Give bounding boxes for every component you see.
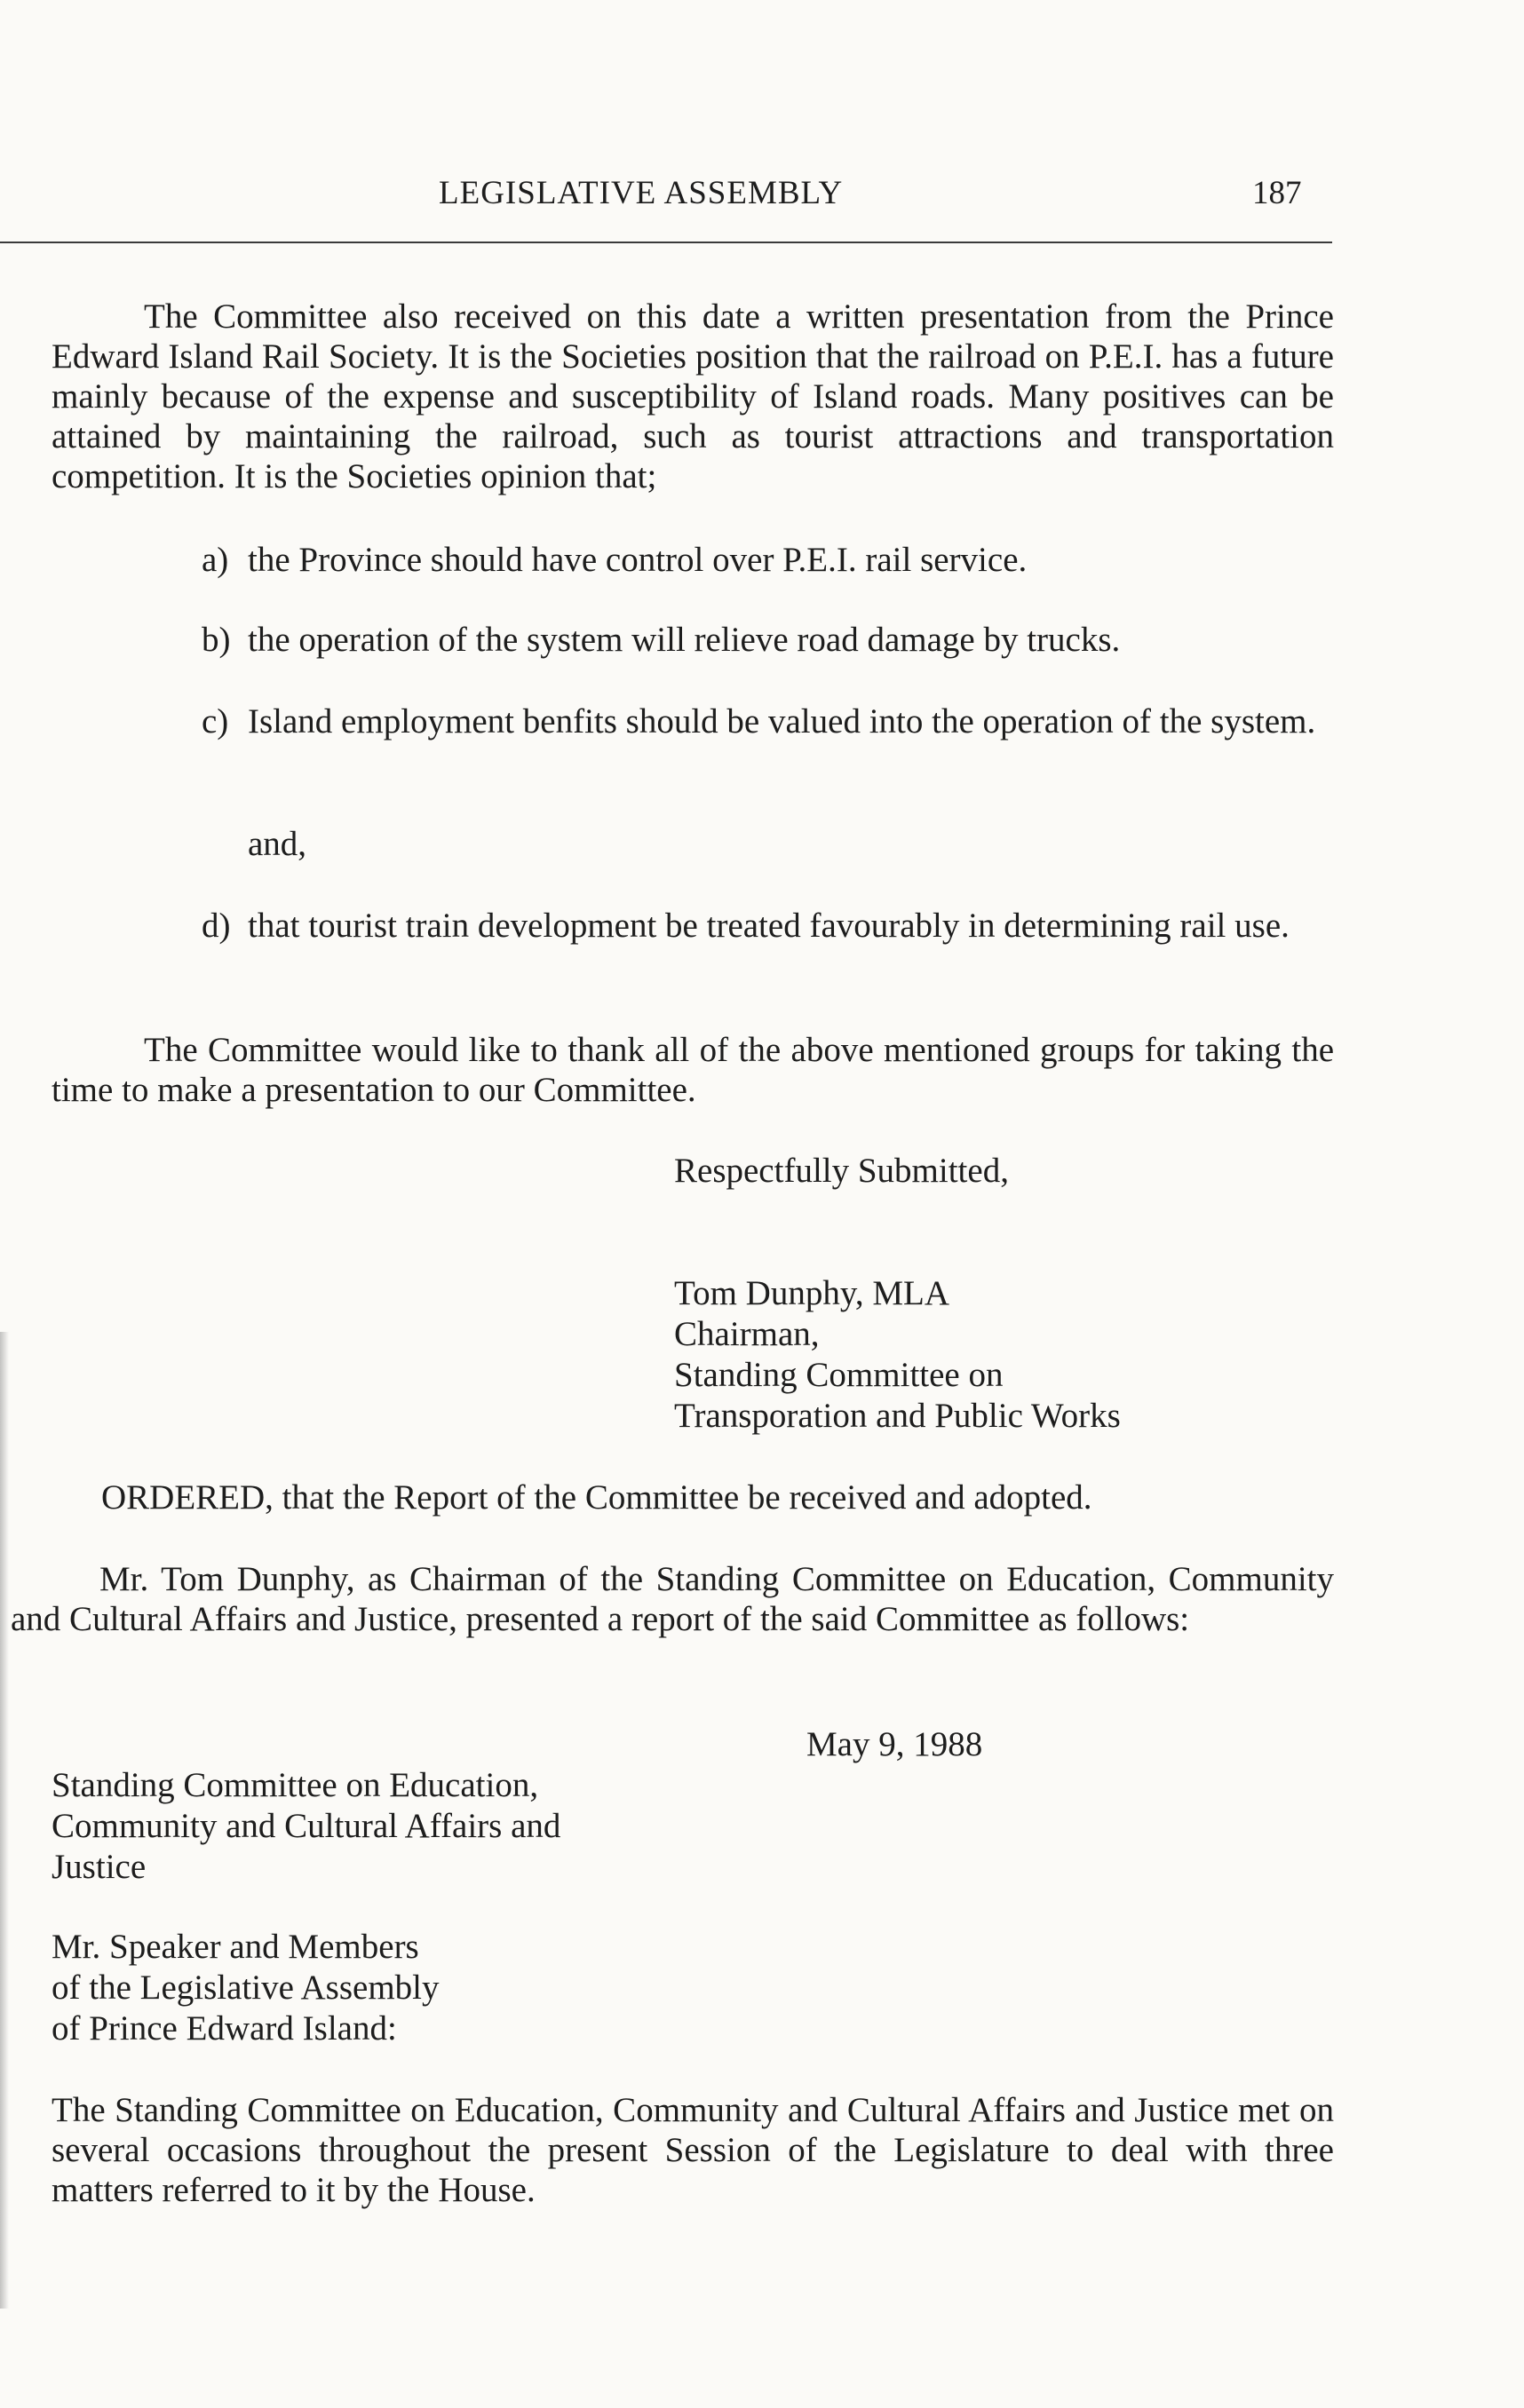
list-label: a) bbox=[202, 541, 229, 579]
list-text: the Province should have control over P.E.I. rail service. bbox=[248, 541, 1028, 579]
address-line2: of the Legislative Assembly bbox=[52, 1968, 440, 2007]
paragraph-committee-met: The Standing Committee on Education, Community and Cultural Affairs and Justice met on several occasions throughout the present Session of the Legislature to deal with three matters referred to it by the House. bbox=[52, 2091, 1334, 2209]
committee-name-line1: Standing Committee on Education, bbox=[52, 1766, 539, 1804]
report-date: May 9, 1988 bbox=[806, 1725, 983, 1763]
paragraph-thanks: The Committee would like to thank all of the above mentioned groups for taking the time to make a presentation to our Committee. bbox=[52, 1031, 1334, 1109]
page-number: 187 bbox=[1252, 175, 1302, 211]
list-item-c bbox=[202, 701, 1334, 741]
list-label: b) bbox=[202, 621, 231, 659]
page-edge-shadow bbox=[0, 1332, 9, 2309]
paragraph-rail-society: The Committee also received on this date a written presentation from the Prince Edward Island Rail Society. It is the Societies position that the railroad on P.E.I. has a future mainly because of the expense and susceptibility of Island roads. Many positives can be attained by maintaining the railroad, such as tourist attractions and transportation competition. It is the Societies opinion that; bbox=[52, 297, 1334, 495]
list-item-b bbox=[202, 620, 1334, 660]
running-header-title: LEGISLATIVE ASSEMBLY bbox=[439, 175, 844, 211]
paragraph-dunphy-report: Mr. Tom Dunphy, as Chairman of the Standing Committee on Education, Community and Cultural Affairs and Justice, presented a report of the said Committee as follows: bbox=[11, 1560, 1334, 1638]
and-connector: and, bbox=[248, 825, 307, 863]
address-line3: of Prince Edward Island: bbox=[52, 2009, 397, 2048]
signer-role: Chairman, bbox=[674, 1315, 820, 1353]
signer-committee-line1: Standing Committee on bbox=[674, 1356, 1004, 1394]
list-label: c) bbox=[202, 702, 229, 741]
closing-respectfully: Respectfully Submitted, bbox=[674, 1152, 1009, 1190]
list-item-d bbox=[202, 906, 1334, 946]
committee-name-line3: Justice bbox=[52, 1848, 147, 1886]
list-text: the operation of the system will relieve road damage by trucks. bbox=[248, 621, 1121, 659]
list-text: that tourist train development be treated favourably in determining rail use. bbox=[248, 907, 1290, 945]
signer-committee-line2: Transporation and Public Works bbox=[674, 1397, 1121, 1435]
list-label: d) bbox=[202, 907, 231, 945]
ordered-statement: ORDERED, that the Report of the Committee be received and adopted. bbox=[101, 1478, 1092, 1517]
address-line1: Mr. Speaker and Members bbox=[52, 1928, 419, 1966]
list-text: Island employment benfits should be valued into the operation of the system. bbox=[248, 702, 1316, 741]
list-item-a bbox=[202, 540, 1334, 580]
committee-name-line2: Community and Cultural Affairs and bbox=[52, 1807, 561, 1845]
header-rule bbox=[0, 242, 1332, 243]
signer-name: Tom Dunphy, MLA bbox=[674, 1274, 949, 1312]
